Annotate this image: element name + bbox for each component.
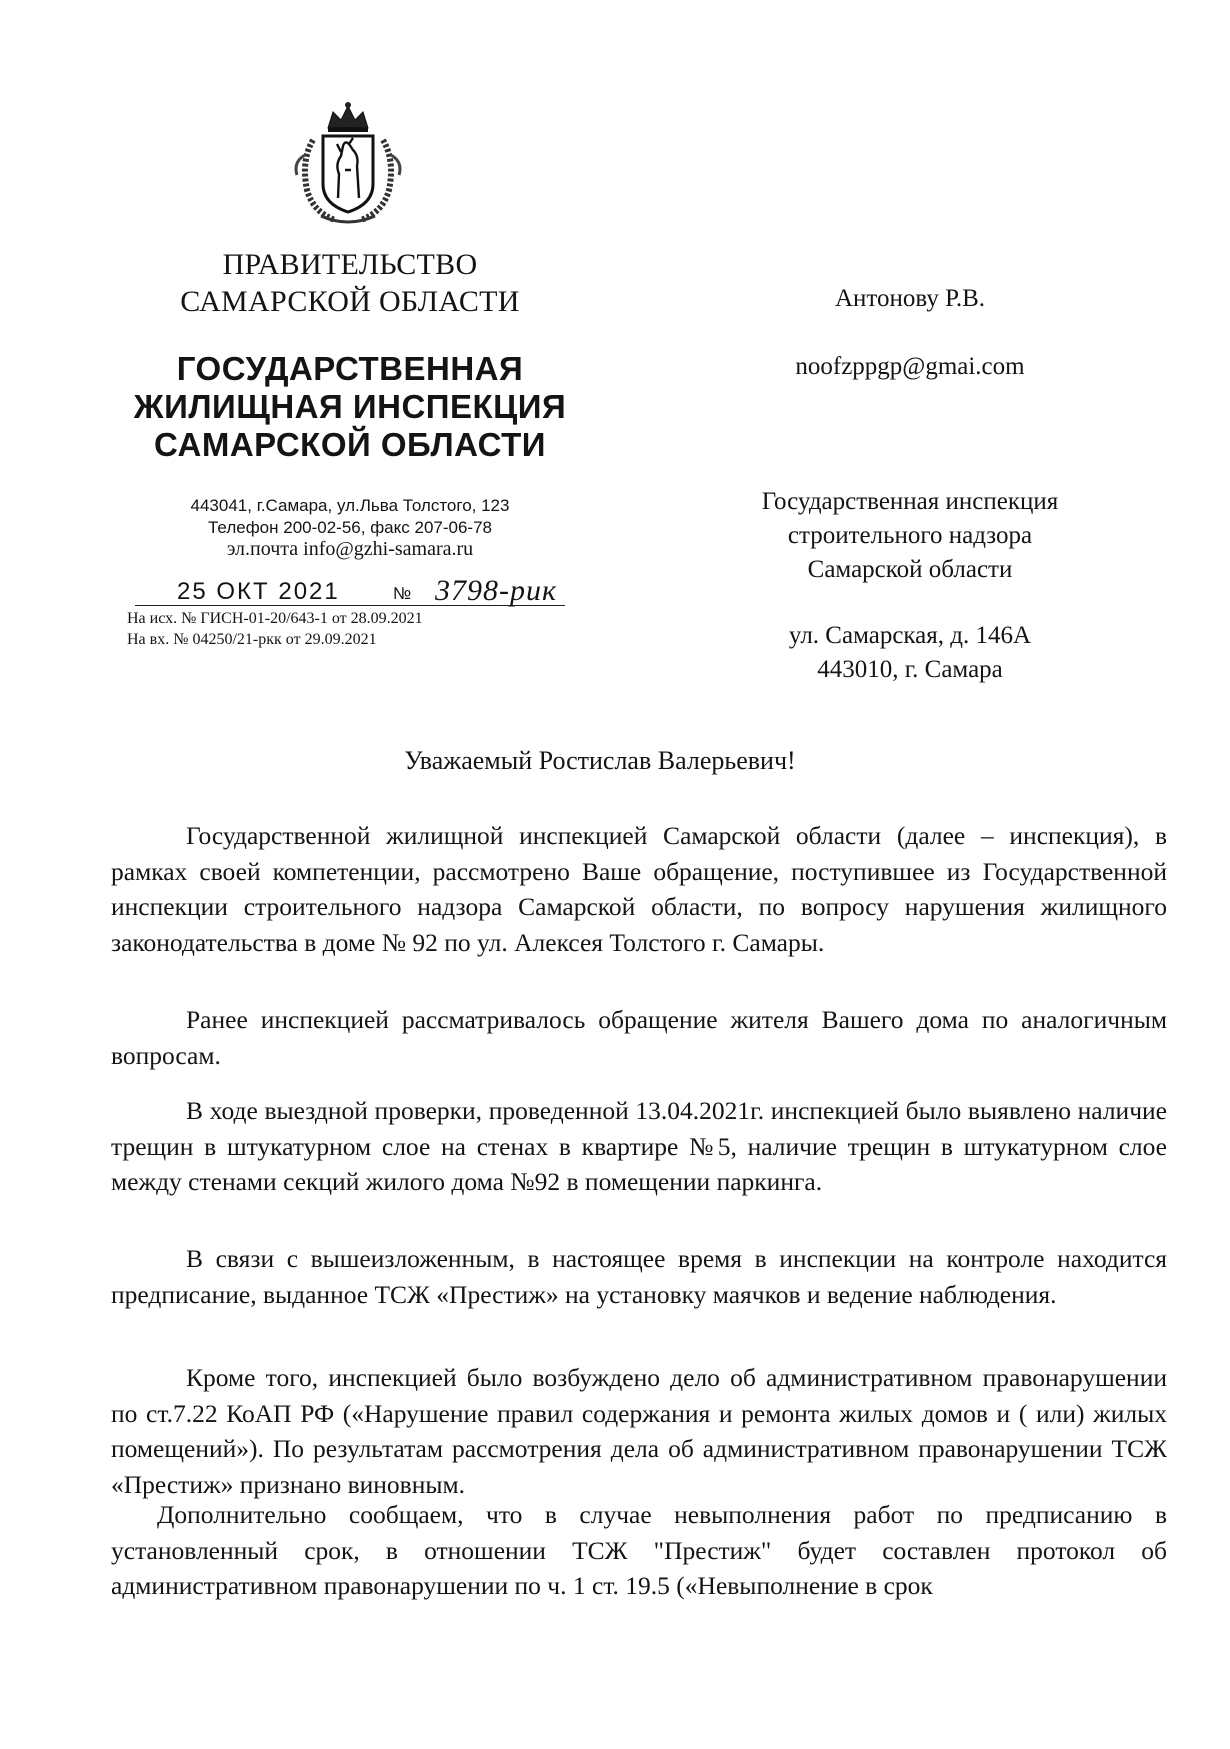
government-title-line2: САМАРСКОЙ ОБЛАСТИ bbox=[180, 285, 520, 318]
body-paragraph: Дополнительно сообщаем, что в случае невыполнения работ по предписанию в установленный срок, в отношении ТСЖ "Престиж" будет составлен протокол об административном правонарушении по ч. 1 ст. 19.5 («Невыполнение в срок bbox=[111, 1500, 1167, 1600]
agency-email: эл.почта info@gzhi-samara.ru bbox=[226, 538, 474, 560]
letter-date: 25 ОКТ 2021 bbox=[177, 578, 340, 605]
body-paragraph: В ходе выездной проверки, проведенной 13.04.2021г. инспекцией было выявлено наличие трещин в штукатурном слое на стенах в квартире №5, наличие трещин в штукатурном слое между стенами секций жилого дома №92 в помещении паркинга. bbox=[111, 1096, 1167, 1196]
government-title-line1: ПРАВИТЕЛЬСТВО bbox=[222, 248, 478, 281]
body-paragraph: В связи с вышеизложенным, в настоящее время в инспекции на контроле находится предписание, выданное ТСЖ «Престиж» на установку маячков и ведение наблюдения. bbox=[111, 1244, 1167, 1309]
letter-number: 3798-рик bbox=[435, 574, 558, 607]
recipient-name: Антонову Р.В. bbox=[834, 285, 986, 312]
body-paragraph: Государственной жилищной инспекцией Самарской области (далее – инспекция), в рамках своей компетенции, рассмотрено Ваше обращение, поступившее из Государственной инспекции строительного надзора Самарской области, по вопросу нарушения жилищного законодательства в доме № 92 по ул. Алексея Толстого г. Самары. bbox=[111, 821, 1167, 957]
greeting: Уважаемый Ростислав Валерьевич! bbox=[404, 746, 796, 775]
outgoing-reference: На исх. № ГИСН-01-20/643-1 от 28.09.2021 bbox=[127, 610, 423, 627]
copy-org-line1: Государственная инспекция bbox=[761, 488, 1059, 515]
copy-org-city: 443010, г. Самара bbox=[817, 656, 1003, 683]
number-sign: № bbox=[393, 584, 412, 603]
copy-org-street: ул. Самарская, д. 146А bbox=[788, 622, 1032, 649]
registration-row bbox=[135, 574, 565, 608]
copy-org-line2: строительного надзора bbox=[787, 522, 1033, 549]
agency-address: 443041, г.Самара, ул.Льва Толстого, 123 bbox=[190, 496, 510, 515]
coat-of-arms-icon bbox=[283, 100, 413, 228]
recipient-email: noofzppgp@gmai.com bbox=[795, 353, 1025, 380]
incoming-reference: На вх. № 04250/21-ркк от 29.09.2021 bbox=[127, 631, 377, 648]
agency-title-line1: ГОСУДАРСТВЕННАЯ bbox=[176, 350, 524, 387]
body-paragraph: Ранее инспекцией рассматривалось обращение жителя Вашего дома по аналогичным вопросам. bbox=[111, 1005, 1167, 1070]
copy-org-line3: Самарской области bbox=[807, 556, 1013, 583]
agency-title-line2: ЖИЛИЩНАЯ ИНСПЕКЦИЯ bbox=[133, 388, 567, 425]
agency-title-line3: САМАРСКОЙ ОБЛАСТИ bbox=[154, 426, 546, 463]
body-paragraph: Кроме того, инспекцией было возбуждено дело об административном правонарушении по ст.7.22 КоАП РФ («Нарушение правил содержания и ремонта жилых домов и ( или) жилых помещений»). По результатам рассмотрения дела об административном правонарушении ТСЖ «Престиж» признано виновным. bbox=[111, 1363, 1167, 1499]
agency-phone: Телефон 200-02-56, факс 207-06-78 bbox=[208, 518, 492, 537]
